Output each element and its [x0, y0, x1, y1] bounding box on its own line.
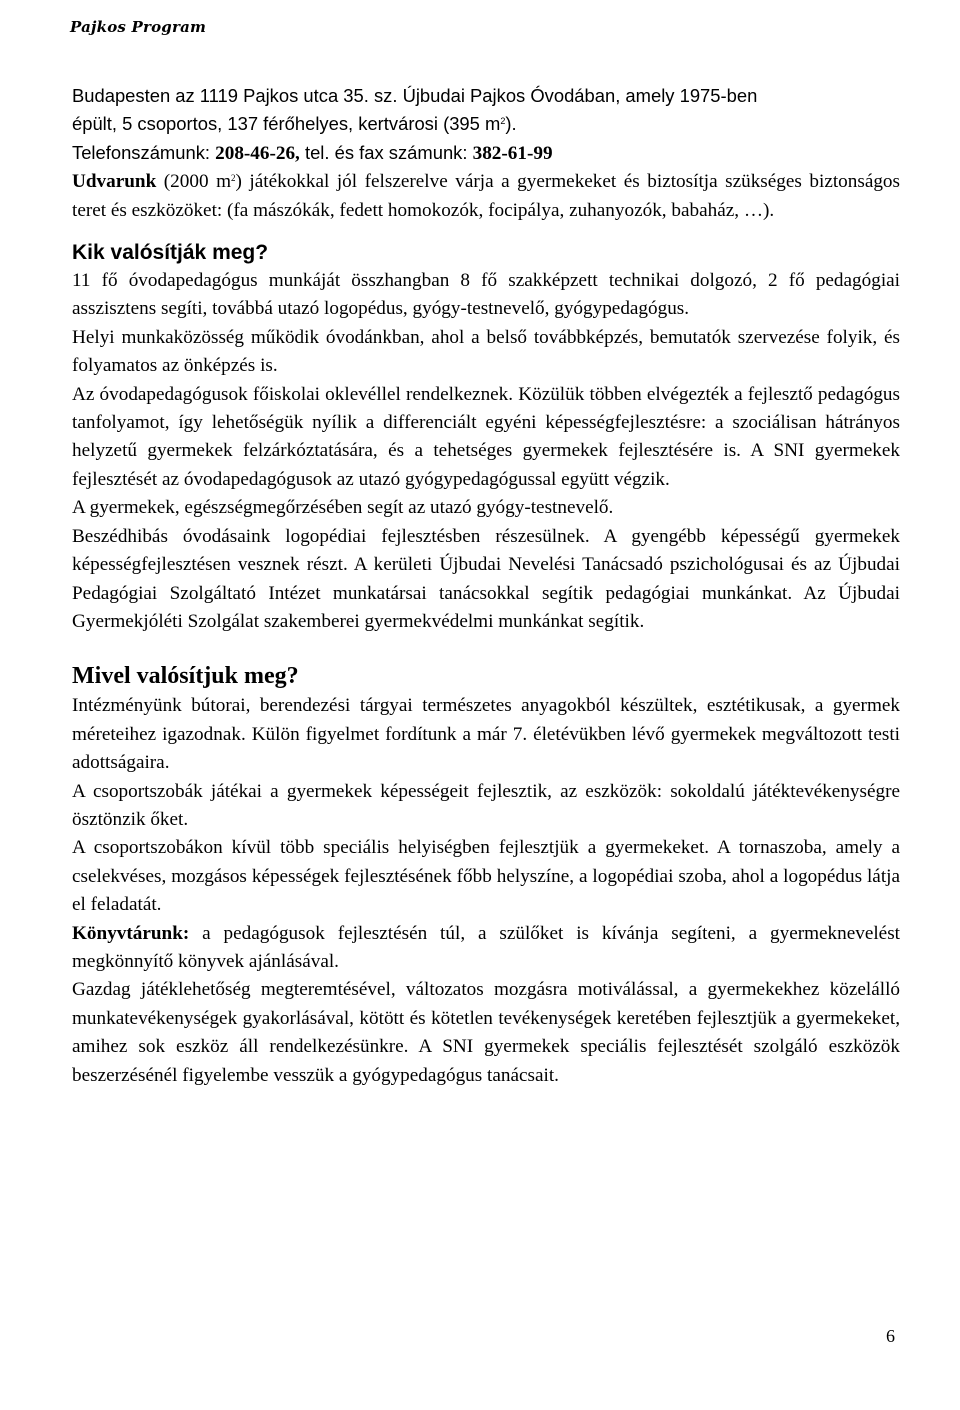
section-heading-who: Kik valósítják meg?	[72, 241, 269, 265]
superscript-2: 2	[231, 173, 236, 184]
paragraph: Intézményünk bútorai, berendezési tárgyai természetes anyagokból készültek, esztétikusak, a gyermek méreteihez igazodnak. Külön figyelmet fordítunk a már 7. életévükben lévő gyermekek megváltozott testi adottságaira.	[72, 695, 900, 774]
paragraph: Az óvodapedagógusok főiskolai oklevéllel rendelkeznek. Közülük többen elvégezték a fejlesztő pedagógus tanfolyamot, így lehetőségük nyílik a differenciált egyéni képességfejlesztésre: a szociálisan hátrányos helyzetű gyermekek felzárkóztatására, és a tehetséges gyermekek fejlesztésére is. A SNI gyermekek fejlesztését az óvodapedagógusok az utazó gyógypedagógussal együtt végzik.	[72, 383, 900, 490]
paragraph: Beszédhibás óvodásaink logopédiai fejlesztésben részesülnek. A gyengébb képességű gyermekek képességfejlesztésen vesznek részt. A kerületi Újbudai Nevelési Tanácsadó pszichológusai és az Újbudai Pedagógiai Szolgáltató Intézet munkatársai tanácsokkal segítik pedagógiai munkánkat. Az Újbudai Gyermekjóléti Szolgálat szakemberei gyermekvédelmi munkánkat segítik.	[72, 525, 900, 632]
page-content	[72, 82, 900, 1090]
section-heading-how: Mivel valósítjuk meg?	[72, 663, 299, 690]
paragraph: A csoportszobák játékai a gyermekek képességeit fejlesztik, az eszközök: sokoldalú játéktevékenységre ösztönzik őket.	[72, 780, 900, 830]
phone-label: Telefonszámunk:	[72, 141, 216, 163]
paragraph: A gyermekek, egészségmegőrzésében segít az utazó gyógy-testnevelő.	[72, 497, 614, 519]
paragraph: A csoportszobákon kívül több speciális helyiségben fejlesztjük a gyermekeket. A tornaszoba, amely a cselekvéses, mozgásos képességek fejlesztésének főbb helyszíne, a logopédiai szoba, ahol a logopédus látja el feladatát.	[72, 837, 900, 916]
fax-number: 382-61-99	[472, 142, 553, 164]
running-header: Pajkos Program	[70, 18, 207, 36]
intro-line-1: Budapesten az 1119 Pajkos utca 35. sz. Újbudai Pajkos Óvodában, amely 1975-ben	[72, 85, 758, 106]
intro-line-2: épült, 5 csoportos, 137 férőhelyes, kertvárosi (395 $m^2$).	[72, 113, 517, 135]
contact-line	[72, 139, 900, 168]
library-label: Könyvtárunk:	[72, 922, 190, 944]
phone-number: 208-46-26,	[215, 142, 300, 164]
paragraph: Gazdag játéklehetőség megteremtésével, változatos mozgásra motiválással, a gyermekekhez közelálló munkatevékenységek gyakorlásával, kötött és kötetlen tevékenységek keretében fejlesztjük a gyermekeket, amihez sok eszköz áll rendelkezésünkre. A SNI gyermekek speciális fejlesztését szolgáló eszközök beszerzésénél figyelembe vesszük a gyógypedagógus tanácsait.	[72, 979, 900, 1086]
yard-paragraph: Udvarunk (2000 $m^2$) játékokkal jól felszerelve várja a gyermekeket és biztosítja szükséges biztonságos teret és eszközöket: (fa mászókák, fedett homokozók, focipálya, zuhanyozók, babaház, …).	[72, 171, 900, 221]
fax-label: tel. és fax számunk:	[299, 141, 473, 163]
page-number: 6	[886, 1326, 895, 1346]
paragraph: Helyi munkaközösség működik óvodánkban, ahol a belső továbbképzés, bemutatók szervezése folyik, és folyamatos az önképzés is.	[72, 326, 900, 377]
superscript-2: 2	[500, 116, 506, 127]
yard-label: Udvarunk	[72, 171, 157, 193]
library-paragraph: Könyvtárunk: a pedagógusok fejlesztésén túl, a szülőket is kívánja segíteni, a gyermeknevelést megkönnyítő könyvek ajánlásával.	[72, 922, 900, 972]
paragraph: 11 fő óvodapedagógus munkáját összhangban 8 fő szakképzett technikai dolgozó, 2 fő pedagógiai asszisztens segíti, továbbá utazó logopédus, gyógy-testnevelő, gyógypedagógus.	[72, 270, 900, 320]
